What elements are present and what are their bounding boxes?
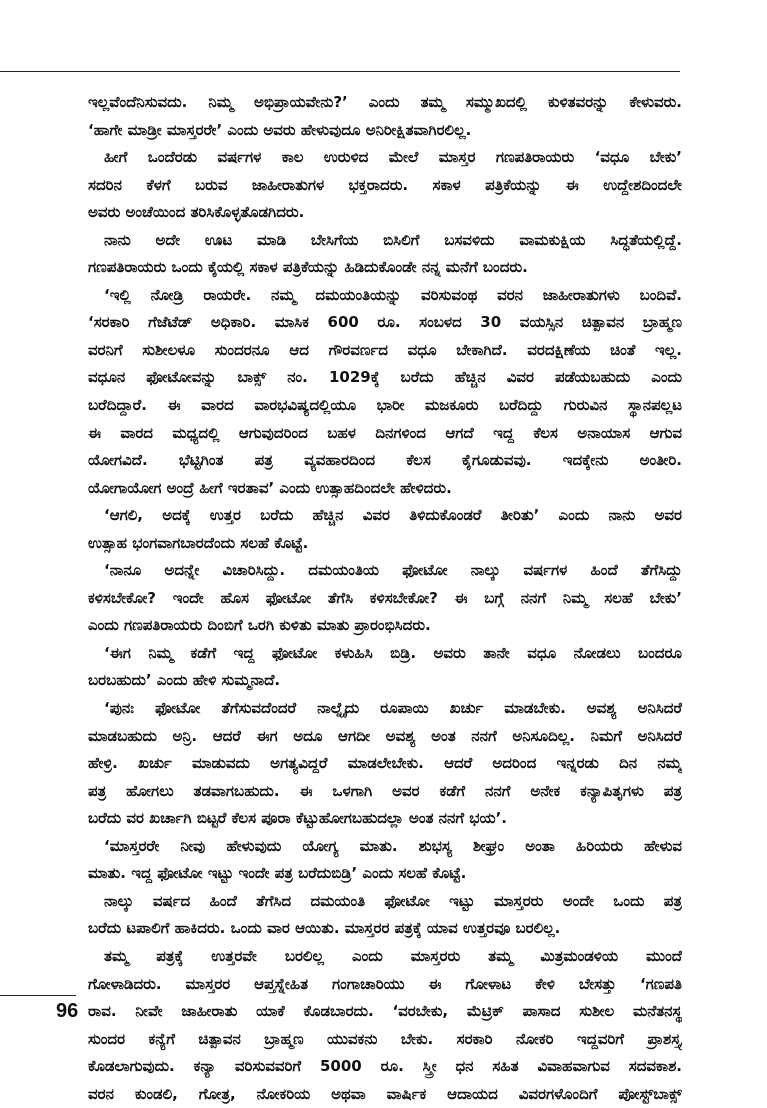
text-line: ‘ಹಾಗೇ ಮಾಡ್ರೀ ಮಾಸ್ತರರೇ’ ಎಂದು ಅವರು ಹೇಳುವುದೂ ಅನಿರೀಕ್ಷಿತವಾಗಿರಲಿಲ್ಲ. [88, 120, 472, 139]
text-line: ಸದರಿನ ಕೆಳಗೆ ಬರುವ ಜಾಹೀರಾತುಗಳ ಭಕ್ತರಾದರು. ಸಕಾಳ ಪತ್ರಿಕೆಯನ್ನು ಈ ಉದ್ದೇಶದಿಂದಲೇ [88, 175, 682, 194]
text-line: ಬರಬಹುದು’ ಎಂದು ಹೇಳಿ ಸುಮ್ಮನಾದೆ. [88, 671, 281, 690]
text-line: ‘ನಾನೂ ಅದನ್ನೇ ವಿಚಾರಿಸಿದ್ದು. ದಮಯಂತಿಯ ಫೋಟೋ ನಾಲ್ಕು ವರ್ಷಗಳ ಹಿಂದೆ ತೆಗೆಸಿದ್ದು [104, 561, 682, 580]
footer-rule [0, 995, 76, 996]
body-text [88, 89, 682, 1108]
text-line: ವಧೂನ ಫೋಟೋವನ್ನು ಬಾಕ್ಸ್ ನಂ. 1029ಕ್ಕೆ ಬರೆದು ಹೆಚ್ಚಿನ ವಿವರ ಪಡೆಯಬಹುದು ಎಂದು [88, 368, 682, 387]
text-line: ತಮ್ಮ ಪತ್ರಕ್ಕೆ ಉತ್ತರವೇ ಬರಲಿಲ್ಲ ಎಂದು ಮಾಸ್ತರರು ತಮ್ಮ ಮಿತ್ರಮಂಡಳಿಯ ಮುಂದೆ [104, 946, 682, 965]
text-line: ‘ಇಲ್ಲಿ ನೋಡ್ರಿ ರಾಯರೇ. ನಮ್ಮ ದಮಯಂತಿಯನ್ನು ವರಿಸುವಂಥ ವರನ ಜಾಹೀರಾತುಗಳು ಬಂದಿವೆ. [104, 285, 682, 304]
text-line: ಹೀಗೆ ಒಂದೆರಡು ವರ್ಷಗಳ ಕಾಲ ಉರುಳಿದ ಮೇಲೆ ಮಾಸ್ತರ ಗಣಪತಿರಾಯರು ‘ವಧೂ ಬೇಕು’ [104, 148, 682, 167]
text-line: ‘ಆಗಲಿ, ಅದಕ್ಕೆ ಉತ್ತರ ಬರೆದು ಹೆಚ್ಚಿನ ವಿವರ ತಿಳಿದುಕೊಂಡರೆ ತೀರಿತು’ ಎಂದು ನಾನು ಅವರ [104, 506, 682, 525]
text-line: ಅವರು ಅಂಚೆಯಿಂದ ತರಿಸಿಕೊಳ್ಳತೊಡಗಿದರು. [88, 203, 305, 222]
text-line: ಮಾತು. ಇದ್ದ ಫೋಟೋ ಇಟ್ಟು ಇಂದೇ ಪತ್ರ ಬರೆದುಬಿಡ್ರಿ’ ಎಂದು ಸಲಹೆ ಕೊಟ್ಟೆ. [88, 864, 467, 883]
text-line: ರಾವ. ನೀವೇ ಜಾಹೀರಾತು ಯಾಕೆ ಕೊಡಬಾರದು. ‘ವರಬೇಕು, ಮೆಟ್ರಿಕ್ ಪಾಸಾದ ಸುಶೀಲ ಮನೆತನಸ್ಥ [88, 1002, 682, 1021]
text-line: ಬರೆದು ಟಪಾಲಿಗೆ ಹಾಕಿದರು. ಒಂದು ವಾರ ಆಯಿತು. ಮಾಸ್ತರರ ಪತ್ರಕ್ಕೆ ಯಾವ ಉತ್ತರವೂ ಬರಲಿಲ್ಲ. [88, 919, 561, 938]
text-line: ಇಲ್ಲವೆಂದೆನಿಸುವದು. ನಿಮ್ಮ ಅಭಿಪ್ರಾಯವೇನು?’ ಎಂದು ತಮ್ಮ ಸಮ್ಮುಖದಲ್ಲಿ ಕುಳಿತವರನ್ನು ಕೇಳುವರು. [88, 93, 682, 111]
text-line: ಕಳಿಸಬೇಕೋ? ಇಂದೇ ಹೊಸ ಫೋಟೋ ತೆಗೆಸಿ ಕಳಿಸಬೇಕೋ? ಈ ಬಗ್ಗೆ ನನಗೆ ನಿಮ್ಮ ಸಲಹೆ ಬೇಕು’ [88, 588, 682, 607]
text-line: ಗಣಪತಿರಾಯರು ಒಂದು ಕೈಯಲ್ಲಿ ಸಕಾಳ ಪತ್ರಿಕೆಯನ್ನು ಹಿಡಿದುಕೊಂಡೇ ನನ್ನ ಮನೆಗೆ ಬಂದರು. [88, 258, 528, 277]
text-line: ‘ಪುನಃ ಫೋಟೋ ತೆಗೆಸುವದೆಂದರೆ ನಾಲ್ನೈದು ರೂಪಾಯಿ ಖರ್ಚು ಮಾಡಬೇಕು. ಅವಶ್ಯ ಅನಿಸಿದರೆ [104, 699, 682, 718]
text-line: ಮಾಡಬಹುದು ಅನ್ರಿ. ಆದರೆ ಈಗ ಅದೂ ಆಗದೀ ಅವಶ್ಯ ಅಂತ ನನಗೆ ಅನಿಸೂದಿಲ್ಲ. ನಿಮಗೆ ಅನಿಸಿದರೆ [88, 726, 682, 745]
text-line: ಈ ವಾರದ ಮಧ್ಯದಲ್ಲಿ ಆಗುವುದರಿಂದ ಬಹಳ ದಿನಗಳಿಂದ ಆಗದೆ ಇದ್ದ ಕೆಲಸ ಅನಾಯಾಸ ಆಗುವ [88, 423, 682, 442]
text-line: ಕೊಡಲಾಗುವುದು. ಕನ್ಯಾ ವರಿಸುವವರಿಗೆ 5000 ರೂ. ಸ್ತ್ರೀ ಧನ ಸಹಿತ ವಿವಾಹವಾಗುವ ಸದವಕಾಶ. [88, 1057, 682, 1076]
text-line: ‘ಸರಕಾರಿ ಗೆಜೆಟೆಡ್ ಅಧಿಕಾರಿ. ಮಾಸಿಕ 600 ರೂ. ಸಂಬಳದ 30 ವಯಸ್ಸಿನ ಚಿತ್ಪಾವನ ಬ್ರಾಹ್ಮಣ [88, 313, 682, 332]
text-line: ಯೋಗವಿದೆ. ಭೆಟ್ಟಿಗಿಂತ ಪತ್ರ ವ್ಯವಹಾರದಿಂದ ಕೆಲಸ ಕೈಗೂಡುವವು. ಇದಕ್ಕೇನು ಅಂತೀರಿ. [88, 451, 682, 470]
text-line: ಸುಂದರ ಕನ್ಯೆಗೆ ಚಿತ್ಪಾವನ ಬ್ರಾಹ್ಮಣ ಯುವಕನು ಬೇಕು. ಸರಕಾರಿ ನೋಕರಿ ಇದ್ದವರಿಗೆ ಪ್ರಾಶಸ್ತ್ಯ [88, 1029, 682, 1048]
text-line: ಬರೆದು ವರ ಖರ್ಚಾಗಿ ಬಿಟ್ಟರೆ ಕೆಲಸ ಪೂರಾ ಕೆಟ್ಟುಹೋಗಬಹುದಲ್ಲಾ ಅಂತ ನನಗೆ ಭಯ’. [88, 809, 507, 828]
header-rule [0, 71, 680, 72]
text-line: ಬರೆದಿದ್ದಾರೆ. ಈ ವಾರದ ವಾರಭವಿಷ್ಯದಲ್ಲಿಯೂ ಭಾರೀ ಮಜಕೂರು ಬರೆದಿದ್ದು ಗುರುವಿನ ಸ್ಥಾನಪಲ್ಲಟ [88, 396, 682, 415]
text-line: ಯೋಗಾಯೋಗ ಅಂದ್ರೆ ಹೀಗೆ ಇರತಾವ’ ಎಂದು ಉತ್ಸಾಹದಿಂದಲೇ ಹೇಳಿದರು. [88, 478, 452, 497]
text-line: ‘ಈಗ ನಿಮ್ಮ ಕಡೆಗೆ ಇದ್ದ ಫೋಟೋ ಕಳುಹಿಸಿ ಬಿಡ್ರಿ. ಅವರು ತಾನೇ ವಧೂ ನೋಡಲು ಬಂದರೂ [104, 643, 682, 662]
text-line: ವರನ ಕುಂಡಲಿ, ಗೋತ್ರ, ನೋಕರಿಯ ಅಥವಾ ವಾರ್ಷಿಕ ಆದಾಯದ ವಿವರಗಳೊಂದಿಗೆ ಪೋಸ್ಟ್‌ಬಾಕ್ಸ್ [88, 1084, 682, 1103]
text-line: ನಾನು ಅದೇ ಊಟ ಮಾಡಿ ಬೇಸಿಗೆಯ ಬಿಸಿಲಿಗೆ ಬಸವಳಿದು ವಾಮಕುಕ್ಷಿಯ ಸಿದ್ಧತೆಯಲ್ಲಿದ್ದೆ. [104, 230, 682, 249]
text-line: ಎಂದು ಗಣಪತಿರಾಯರು ದಿಂಬಿಗೆ ಒರಗಿ ಕುಳಿತು ಮಾತು ಪ್ರಾರಂಭಿಸಿದರು. [88, 616, 431, 635]
text-line: ಉತ್ಸಾಹ ಭಂಗವಾಗಬಾರದೆಂದು ಸಲಹೆ ಕೊಟ್ಟೆ. [88, 533, 309, 552]
text-line: ‘ಮಾಸ್ತರರೇ ನೀವು ಹೇಳುವುದು ಯೋಗ್ಯ ಮಾತು. ಶುಭಸ್ಯ ಶೀಘ್ರಂ ಅಂತಾ ಹಿರಿಯರು ಹೇಳುವ [104, 836, 682, 855]
text-line: ನಾಲ್ಕು ವರ್ಷದ ಹಿಂದೆ ತೆಗೆಸಿದ ದಮಯಂತಿ ಫೋಟೋ ಇಟ್ಟು ಮಾಸ್ತರರು ಅಂದೇ ಒಂದು ಪತ್ರ [104, 891, 682, 910]
text-line: ವರನಿಗೆ ಸುಶೀಲಳೂ ಸುಂದರನೂ ಆದ ಗೌರವರ್ಣದ ವಧೂ ಬೇಕಾಗಿದೆ. ವರದಕ್ಷಿಣೆಯ ಚಿಂತೆ ಇಲ್ಲ. [88, 340, 682, 359]
text-line: ಹೇಳ್ರಿ. ಖರ್ಚು ಮಾಡುವದು ಅಗತ್ಯವಿದ್ದರೆ ಮಾಡಲೇಬೇಕು. ಆದರೆ ಅದರಿಂದ ಇನ್ನರಡು ದಿನ ನಮ್ಮ [88, 754, 682, 773]
page-number: 96 [56, 1000, 79, 1022]
text-line: ಗೋಳಾಡಿದರು. ಮಾಸ್ತರರ ಆಪ್ತಸ್ನೇಹಿತ ಗಂಗಾಚಾರಿಯು ಈ ಗೋಳಾಟ ಕೇಳಿ ಬೇಸತ್ತು ‘ಗಣಪತಿ [88, 974, 682, 993]
text-line: ಪತ್ರ ಹೋಗಲು ತಡವಾಗಬಹುದು. ಈ ಒಳಗಾಗಿ ಅವರ ಕಡೆಗೆ ನನಗೆ ಅನೇಕ ಕನ್ಯಾಪಿತೃಗಳು ಪತ್ರ [88, 781, 682, 800]
